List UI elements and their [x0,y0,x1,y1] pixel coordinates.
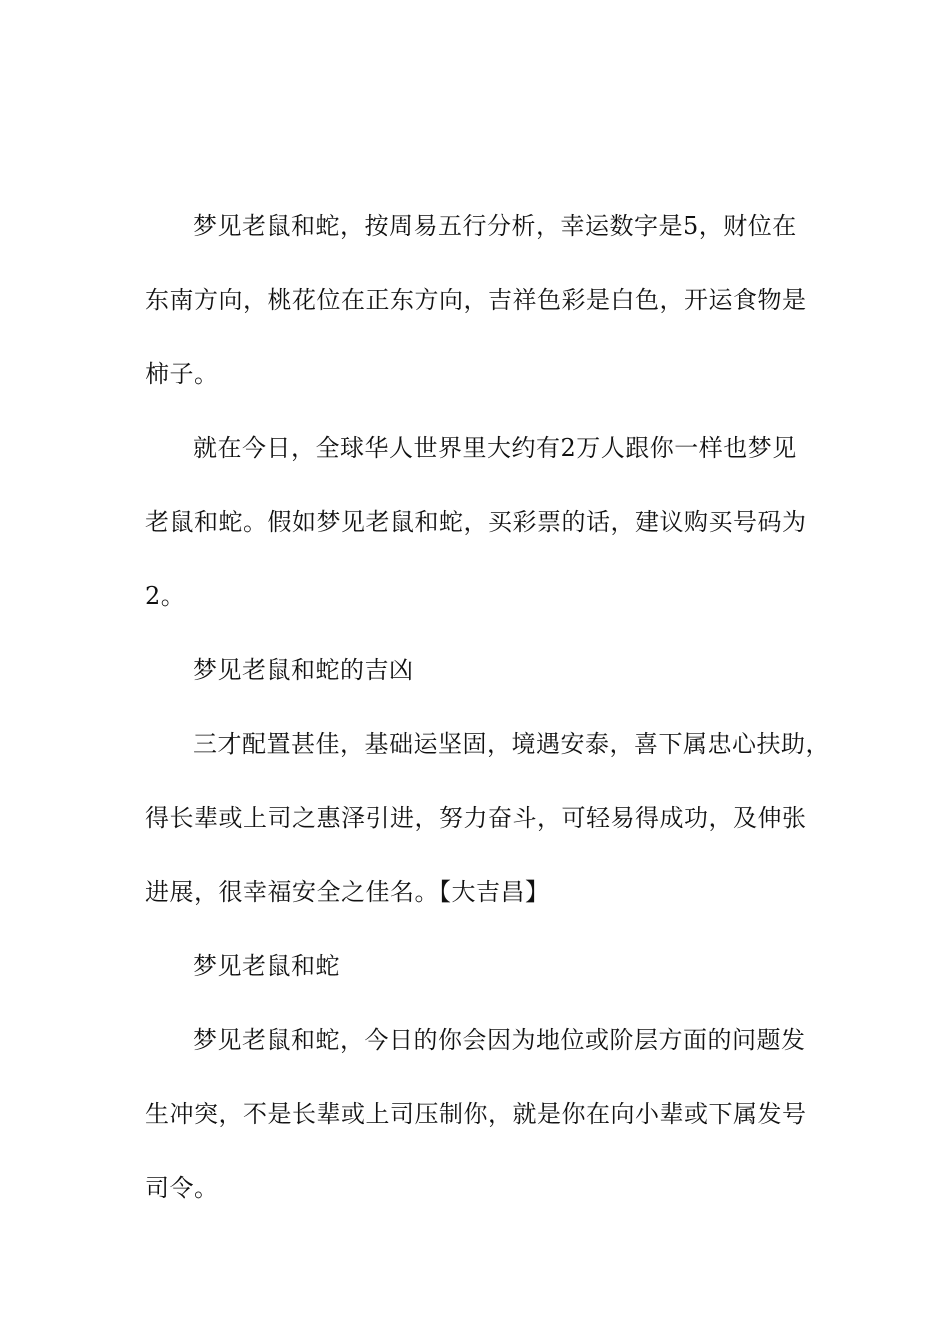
paragraph-4-line-3: 司令。 [145,1174,219,1202]
paragraph-3-line-2: 得长辈或上司之惠泽引进，努力奋斗，可轻易得成功，及伸张 [145,804,807,832]
paragraph-1-line-1: 梦见老鼠和蛇，按周易五行分析，幸运数字是5，财位在 [193,212,797,240]
paragraph-4-line-1: 梦见老鼠和蛇，今日的你会因为地位或阶层方面的问题发 [193,1026,806,1054]
paragraph-2-line-2: 老鼠和蛇。假如梦见老鼠和蛇，买彩票的话，建议购买号码为 [145,508,807,536]
paragraph-1-line-3: 柿子。 [145,360,219,388]
section-heading-dream: 梦见老鼠和蛇 [193,952,340,980]
paragraph-3-line-1: 三才配置甚佳，基础运坚固，境遇安泰，喜下属忠心扶助， [193,730,830,758]
section-heading-fortune: 梦见老鼠和蛇的吉凶 [193,656,414,684]
paragraph-2-line-1: 就在今日，全球华人世界里大约有2万人跟你一样也梦见 [193,434,797,462]
paragraph-2-line-3: 2。 [145,582,186,610]
paragraph-3-line-3: 进展，很幸福安全之佳名。【大吉昌】 [145,878,550,906]
paragraph-1-line-2: 东南方向，桃花位在正东方向，吉祥色彩是白色，开运食物是 [145,286,807,314]
paragraph-4-line-2: 生冲突，不是长辈或上司压制你，就是你在向小辈或下属发号 [145,1100,807,1128]
